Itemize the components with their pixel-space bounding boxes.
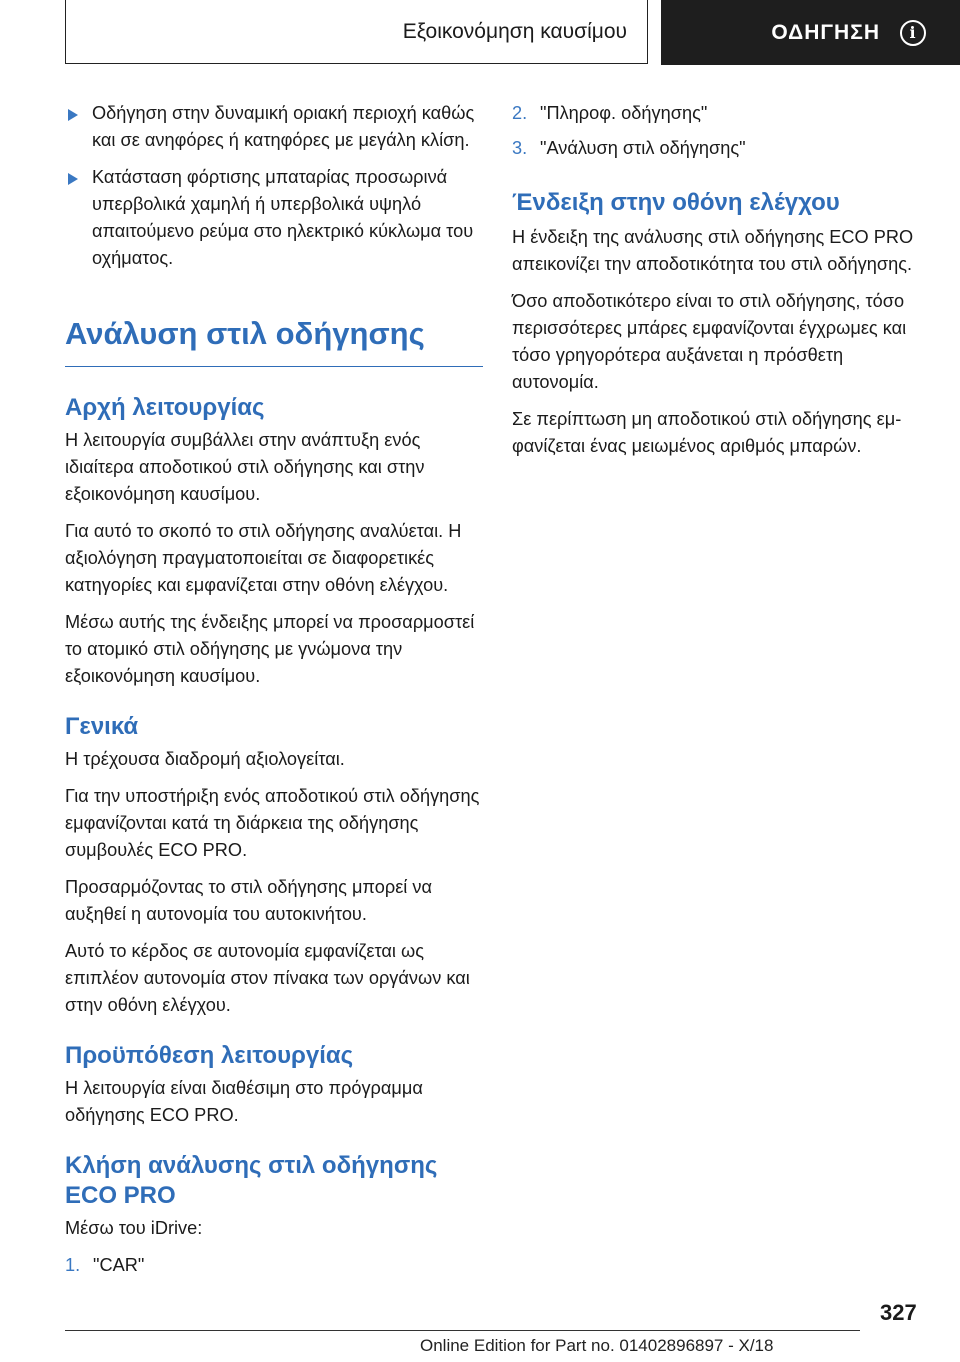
paragraph: Αυτό το κέρδος σε αυτονομία εμφανίζεται ως επιπλέον αυτονομία στον πίνακα των οργάνων και στην οθόνη ελέγχου. bbox=[65, 941, 470, 1015]
chapter-title: ΟΔΗΓΗΣΗ bbox=[771, 20, 880, 44]
page-header bbox=[0, 0, 960, 66]
left-column bbox=[65, 100, 483, 1287]
step-item bbox=[512, 100, 927, 127]
paragraph: Η τρέχουσα διαδρομή αξιολογείται. bbox=[65, 749, 345, 769]
paragraph: Για αυτό το σκοπό το στιλ οδήγησης αναλύεται. Η αξιολόγηση πραγματοποιείται σε διαφορετικές κατηγορίες και εμφανίζεται στην οθόνη ελέγχου. bbox=[65, 521, 462, 595]
right-column bbox=[512, 100, 927, 470]
list-item bbox=[65, 164, 483, 272]
paragraph: Για την υποστήριξη ενός αποδοτικού στιλ οδήγησης εμφανίζονται κατά τη διάρκεια της οδήγησης συμβουλές ECO PRO. bbox=[65, 786, 480, 860]
step-item bbox=[65, 1252, 483, 1279]
list-item-text: Κατάσταση φόρτισης μπαταρίας προσωρινά υπερβολικά χαμηλή ή υπερβολικά υψηλό απαιτούμενο ρεύμα στο ηλεκτρικό κύκλωμα του οχήματος. bbox=[92, 167, 474, 268]
paragraph: Προσαρμόζοντας το στιλ οδήγησης μπορεί να αυξηθεί η αυτονομία του αυτοκινήτου. bbox=[65, 877, 432, 924]
section-heading: Προϋπόθεση λειτουργίας bbox=[65, 1042, 354, 1069]
footer-text: Online Edition for Part no. 01402896897 - X/18 bbox=[420, 1336, 774, 1355]
section-heading: Κλήση ανάλυσης στιλ οδήγησης ECO PRO bbox=[65, 1152, 438, 1209]
chapter-heading: Ανάλυση στιλ οδήγησης bbox=[65, 316, 483, 367]
section-heading: Ένδειξη στην οθόνη ελέγχου bbox=[512, 189, 840, 216]
step-text: "Ανάλυση στιλ οδήγησης" bbox=[540, 138, 746, 158]
list-item bbox=[65, 100, 483, 154]
section-tab bbox=[65, 0, 648, 64]
section-heading: Αρχή λειτουργίας bbox=[65, 394, 265, 421]
step-text: "Πληροφ. οδήγησης" bbox=[540, 103, 708, 123]
page-number: 327 bbox=[880, 1300, 917, 1325]
paragraph: Μέσω του iDrive: bbox=[65, 1218, 203, 1238]
paragraph: Η λειτουργία είναι διαθέσιμη στο πρόγραμμα οδήγησης ECO PRO. bbox=[65, 1078, 423, 1125]
step-number: 2. bbox=[512, 103, 528, 123]
paragraph: Η ένδειξη της ανάλυσης στιλ οδήγησης ECO PRO απεικονίζει την αποδοτικότητα του στιλ οδήγησης. bbox=[512, 227, 914, 274]
triangle-bullet-icon bbox=[68, 109, 78, 121]
section-heading: Γενικά bbox=[65, 713, 139, 740]
section-title: Εξοικονόμηση καυσίμου bbox=[402, 19, 627, 43]
chapter-tab bbox=[661, 0, 960, 65]
step-item bbox=[512, 135, 927, 162]
step-text: "CAR" bbox=[93, 1255, 145, 1275]
paragraph: Μέσω αυτής της ένδειξης μπορεί να προσαρμοστεί το ατομικό στιλ οδήγησης με γνώμονα την εξοικονόμηση καυσίμου. bbox=[65, 612, 475, 686]
paragraph: Η λειτουργία συμβάλλει στην ανάπτυξη ενός ιδιαίτερα αποδοτικού στιλ οδήγησης και στην εξοικονόμηση καυσίμου. bbox=[65, 430, 425, 504]
info-icon: i bbox=[900, 20, 926, 46]
list-item-text: Οδήγηση στην δυναμική οριακή περιοχή καθώς και σε ανηφόρες ή κατηφόρες με μεγάλη κλίση. bbox=[92, 103, 475, 150]
footer-divider bbox=[65, 1330, 860, 1331]
triangle-bullet-icon bbox=[68, 173, 78, 185]
paragraph: Σε περίπτωση μη αποδοτικού στιλ οδήγησης εμφανίζεται ένας μειωμένος αριθμός μπαρών. bbox=[512, 409, 902, 456]
paragraph: Όσο αποδοτικότερο είναι το στιλ οδήγησης, τόσο περισσότερες μπάρες εμφανίζονται έγχρωμες και τόσο γρηγορότερα αυξάνεται η πρόσθετη αυτονομία. bbox=[512, 291, 907, 392]
step-number: 3. bbox=[512, 138, 528, 158]
step-number: 1. bbox=[65, 1255, 81, 1275]
